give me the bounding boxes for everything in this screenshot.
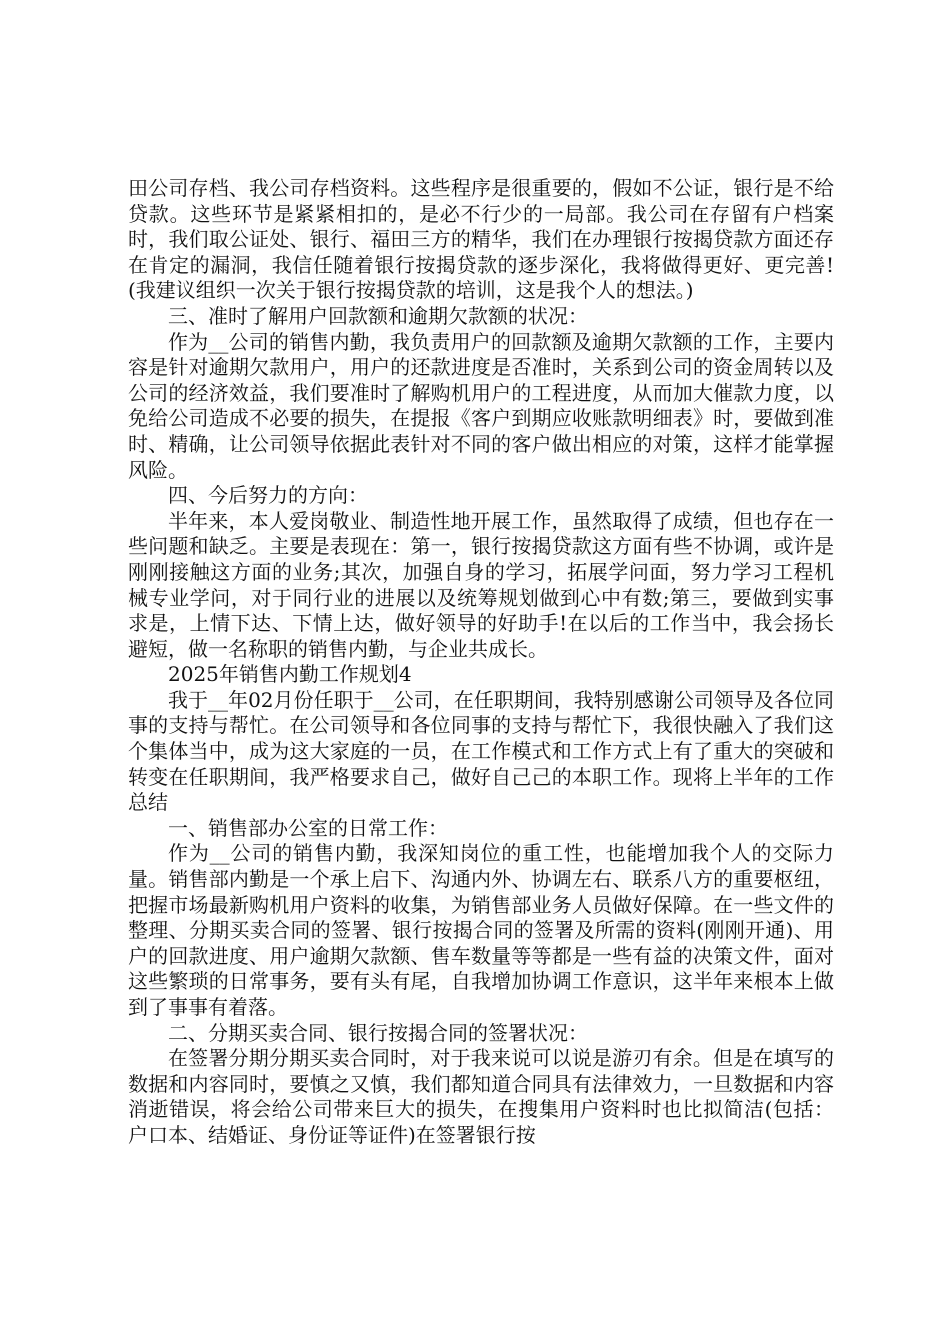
section-heading-contracts: 二、分期买卖合同、银行按揭合同的签署状况： bbox=[168, 1020, 588, 1045]
section-heading-daily-work: 一、销售部办公室的日常工作： bbox=[168, 815, 448, 840]
paragraph-contracts: 在签署分期分期买卖合同时，对于我来说可以说是游刃有余。但是在填写的数据和内容同时，要慎之又慎，我们都知道合同具有法律效力，一旦数据和内容消逝错误，将会给公司带来巨大的损失，在搜集用户资料时也比拟简洁(包括：户口本、结婚证、身份证等证件)在签署银行按 bbox=[128, 1046, 834, 1147]
document-body bbox=[128, 176, 834, 1149]
section-heading-future-direction: 四、今后努力的方向： bbox=[168, 483, 368, 508]
document-title-plan-4: 2025年销售内勤工作规划4 bbox=[168, 662, 412, 687]
paragraph-daily-work: 作为__公司的销售内勤，我深知岗位的重工性，也能增加我个人的交际力量。销售部内勤是一个承上启下、沟通内外、协调左右、联系八方的重要枢纽，把握市场最新购机用户资料的收集，为销售部业务人员做好保障。在一些文件的整理、分期买卖合同的签署、银行按揭合同的签署及所需的资料(刚刚开通)、用户的回款进度、用户逾期欠款额、售车数量等等都是一些有益的决策文件，面对这些繁琐的日常事务，要有头有尾，自我增加协调工作意识，这半年来根本上做到了事事有着落。 bbox=[128, 841, 834, 1019]
section-heading-repayment: 三、准时了解用户回款额和逾期欠款额的状况： bbox=[168, 303, 588, 328]
paragraph-future-direction: 半年来，本人爱岗敬业、制造性地开展工作，虽然取得了成绩，但也存在一些问题和缺乏。主要是表现在：第一，银行按揭贷款这方面有些不协调，或许是刚刚接触这方面的业务;其次，加强自身的学习，拓展学问面，努力学习工程机械专业学问，对于同行业的进展以及统筹规划做到心中有数;第三，要做到实事求是，上情下达、下情上达，做好领导的好助手!在以后的工作当中，我会扬长避短，做一名称职的销售内勤，与企业共成长。 bbox=[128, 508, 834, 661]
paragraph-repayment: 作为__公司的销售内勤，我负责用户的回款额及逾期欠款额的工作，主要内容是针对逾期欠款用户，用户的还款进度是否准时，关系到公司的资金周转以及公司的经济效益，我们要准时了解购机用户的工程进度，从而加大催款力度，以免给公司造成不必要的损失，在提报《客户到期应收账款明细表》时，要做到准时、精确，让公司领导依据此表针对不同的客户做出相应的对策，这样才能掌握风险。 bbox=[128, 329, 834, 482]
paragraph-continued-archive: 田公司存档、我公司存档资料。这些程序是很重要的，假如不公证，银行是不给贷款。这些环节是紧紧相扣的，是必不行少的一局部。我公司在存留有户档案时，我们取公证处、银行、福田三方的精华，我们在办理银行按揭贷款方面还存在肯定的漏洞，我信任随着银行按揭贷款的逐步深化，我将做得更好、更完善!(我建议组织一次关于银行按揭贷款的培训，这是我个人的想法。) bbox=[128, 176, 834, 303]
paragraph-introduction: 我于__年02月份任职于__公司，在任职期间，我特别感谢公司领导及各位同事的支持与帮忙。在公司领导和各位同事的支持与帮忙下，我很快融入了我们这个集体当中，成为这大家庭的一员，在工作模式和工作方式上有了重大的突破和转变在任职期间，我严格要求自己，做好自己己的本职工作。现将上半年的工作总结 bbox=[128, 687, 834, 815]
